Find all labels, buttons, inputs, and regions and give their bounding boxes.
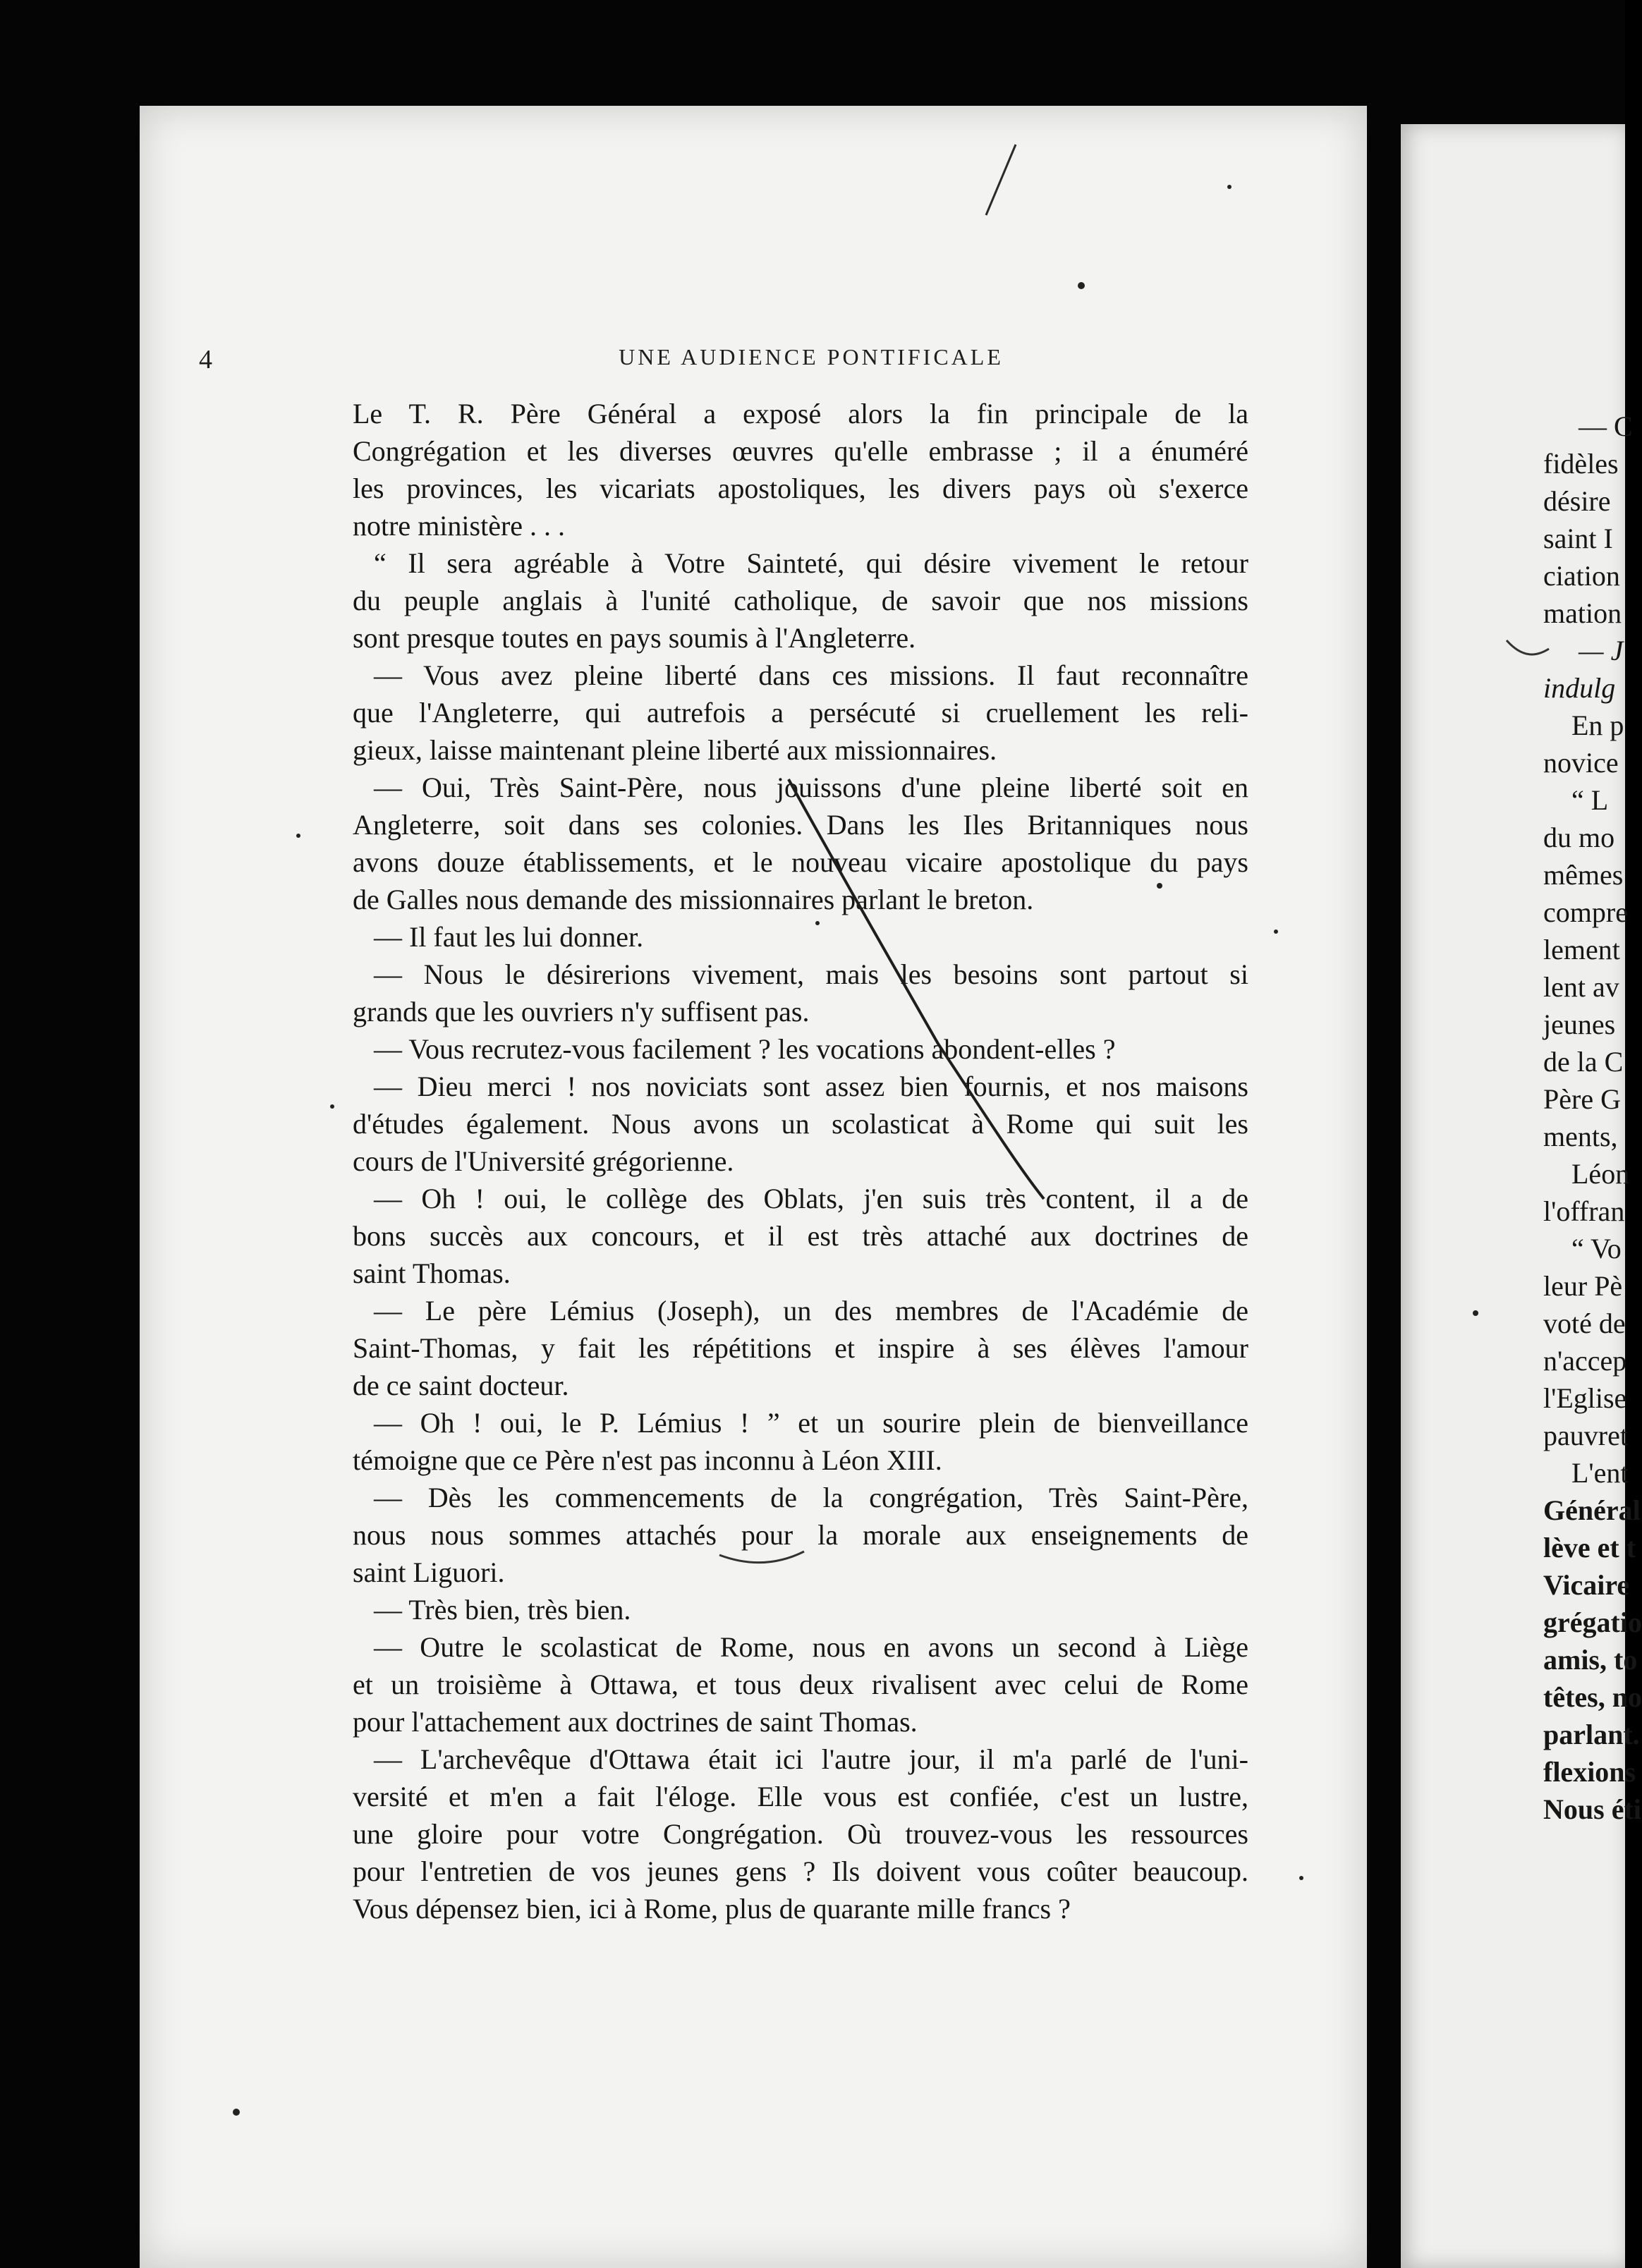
text-line: — Il faut les lui donner. [374,921,644,953]
text-line: En p [1571,709,1624,741]
text-line: Général [1543,1494,1641,1526]
text-line: — Oui, Très Saint-Père, nous jouissons d'une pleine liberté soit en [374,772,1248,803]
text-line: mation [1543,597,1622,629]
text-line: Père G [1543,1083,1621,1115]
dust-speck [1274,929,1278,934]
dust-speck [1157,883,1162,889]
text-line: de la C [1543,1046,1624,1078]
text-line: témoigne que ce Père n'est pas inconnu à Léon XIII. [353,1444,942,1476]
text-line: pour l'attachement aux doctrines de saint Thomas. [353,1706,918,1738]
text-line: saint I [1543,523,1613,554]
text-line: du mo [1543,822,1615,853]
text-line: que l'Angleterre, qui autrefois a persécuté si cruellement les reli- [353,697,1248,728]
text-line: — J [1579,635,1624,666]
text-line: l'Eglise [1543,1382,1627,1414]
text-line: notre ministère . . . [353,510,566,542]
text-line: — Oh ! oui, le collège des Oblats, j'en suis très content, il a de [374,1183,1248,1214]
text-line: Congrégation et les diverses œuvres qu'elle embrasse ; il a énuméré [353,435,1248,467]
text-line: Angleterre, soit dans ses colonies. Dans les Iles Britanniques nous [353,809,1248,841]
text-line: n'accep [1543,1345,1627,1377]
dust-speck [815,921,820,925]
text-line: — C [1579,410,1633,442]
pen-stroke [719,1551,804,1563]
text-line: désire [1543,485,1611,517]
text-line: lement [1543,934,1620,965]
text-line: voté de [1543,1307,1626,1339]
text-line: indulg [1543,672,1616,704]
text-line: — Le père Lémius (Joseph), un des membres de l'Académie de [374,1295,1248,1327]
text-line: — L'archevêque d'Ottawa était ici l'autre jour, il m'a parlé de l'uni- [374,1743,1248,1775]
text-line: “ Vo [1571,1233,1622,1264]
text-line: Saint-Thomas, y fait les répétitions et inspire à ses élèves l'amour [353,1332,1248,1364]
text-line: jeunes [1543,1008,1616,1040]
text-line: — Très bien, très bien. [374,1594,631,1626]
text-line: de ce saint docteur. [353,1370,569,1401]
text-line: mêmes [1543,859,1624,891]
text-line: d'études également. Nous avons un scolasticat à Rome qui suit les [353,1108,1248,1140]
text-line: gieux, laisse maintenant pleine liberté aux missionnaires. [353,734,997,766]
dust-speck [233,2109,240,2116]
text-line: — Dès les commencements de la congrégation, Très Saint-Père, [374,1482,1248,1513]
text-line: cours de l'Université grégorienne. [353,1145,734,1177]
text-line: Léon [1571,1158,1630,1190]
text-line: nous nous sommes attachés pour la morale aux enseignements de [353,1519,1248,1551]
text-line: et un troisième à Ottawa, et tous deux rivalisent avec celui de Rome [353,1669,1248,1700]
dust-speck [1473,1310,1478,1316]
text-line: bons succès aux concours, et il est très attaché aux doctrines de [353,1220,1248,1252]
text-line: du peuple anglais à l'unité catholique, de savoir que nos missions [353,585,1248,616]
text-line: — Vous recrutez-vous facilement ? les vocations abondent-elles ? [374,1033,1116,1065]
text-line: lève et t [1543,1532,1636,1563]
text-line: Nous éti [1543,1793,1641,1825]
pen-stroke [1507,640,1549,654]
text-line: — Dieu merci ! nos noviciats sont assez bien fournis, et nos maisons [374,1071,1248,1102]
text-line: une gloire pour votre Congrégation. Où trouvez-vous les ressources [353,1818,1248,1850]
text-line: — Oh ! oui, le P. Lémius ! ” et un sourire plein de bienveillance [374,1407,1248,1439]
text-line: — Nous le désirerions vivement, mais les besoins sont partout si [374,958,1248,990]
text-line: ments, [1543,1121,1618,1152]
text-line: novice [1543,747,1619,779]
text-line: “ Il sera agréable à Votre Sainteté, qui désire vivement le retour [374,547,1248,579]
text-line: — Outre le scolasticat de Rome, nous en avons un second à Liège [374,1631,1248,1663]
dust-speck [1227,185,1232,189]
text-line: saint Thomas. [353,1257,511,1289]
text-line: parlant. [1543,1719,1640,1750]
text-line: sont presque toutes en pays soumis à l'Angleterre. [353,622,916,654]
dust-speck [1078,282,1085,289]
text-line: grands que les ouvriers n'y suffisent pas. [353,996,810,1028]
dust-speck [1299,1876,1303,1880]
text-line: — Vous avez pleine liberté dans ces missions. Il faut reconnaître [374,659,1248,691]
text-line: fidèles [1543,448,1619,480]
text-line: ciation [1543,560,1620,592]
text-line: Le T. R. Père Général a exposé alors la fin principale de la [353,398,1248,429]
text-line: lent av [1543,971,1619,1003]
text-line: flexions [1543,1756,1636,1788]
text-line: compre [1543,896,1628,928]
text-line: leur Pè [1543,1270,1623,1302]
pen-stroke [789,779,1044,1199]
text-line: avons douze établissements, et le nouveau vicaire apostolique du pays [353,846,1248,878]
text-line: saint Liguori. [353,1556,505,1588]
text-line: L'ent [1571,1457,1629,1489]
text-line: versité et m'en a fait l'éloge. Elle vous est confiée, c'est un lustre, [353,1781,1248,1812]
text-line: grégatio [1543,1606,1642,1638]
text-line: l'offran [1543,1195,1625,1227]
text-line: Vous dépensez bien, ici à Rome, plus de quarante mille francs ? [353,1893,1071,1925]
pen-stroke [986,145,1016,215]
text-line: pauvret [1543,1420,1628,1451]
text-line: de Galles nous demande des missionnaires parlant le breton. [353,884,1034,915]
text-line: Vicaire [1543,1569,1630,1601]
text-line: têtes, no [1543,1681,1642,1713]
text-line: “ L [1571,784,1609,816]
text-line: amis, to [1543,1644,1638,1676]
text-line: pour l'entretien de vos jeunes gens ? Ils doivent vous coûter beaucoup. [353,1855,1248,1887]
text-line: les provinces, les vicariats apostoliques, les divers pays où s'exerce [353,472,1248,504]
page-number: 4 [199,345,212,374]
dust-speck [330,1104,334,1109]
dust-speck [296,834,300,838]
running-head: UNE AUDIENCE PONTIFICALE [619,344,1004,370]
